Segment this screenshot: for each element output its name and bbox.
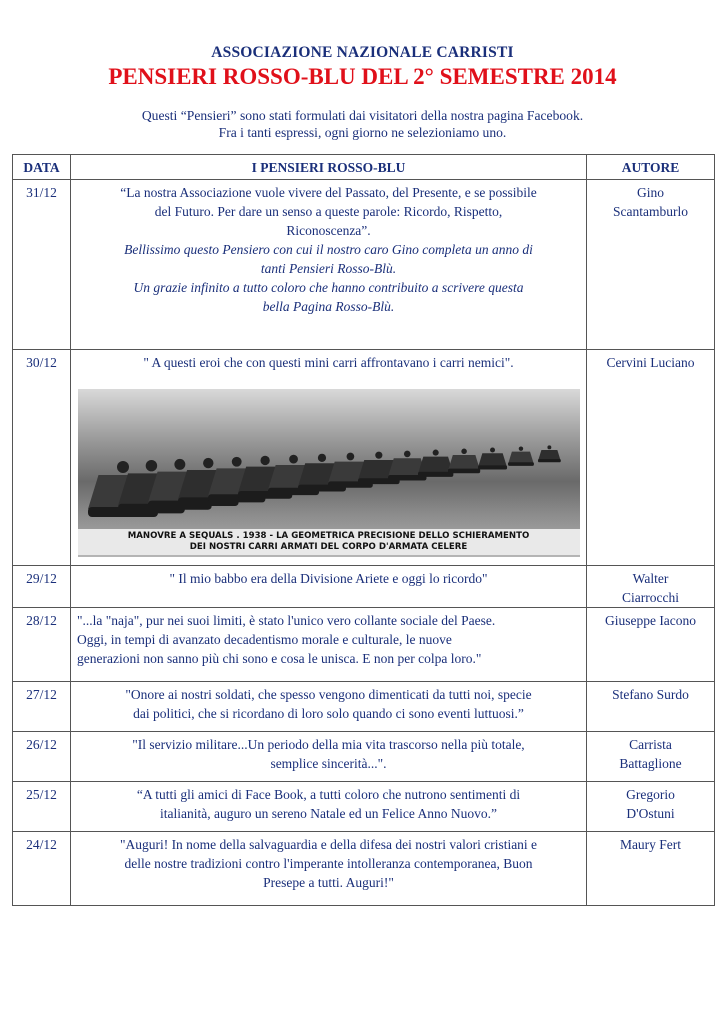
author-line: Gregorio [626,787,675,802]
soldier-head [547,445,551,449]
row-thought [71,832,587,906]
row-date: 25/12 [13,782,71,832]
thought-line: “A tutti gli amici di Face Book, a tutti coloro che nutrono sentimenti di [136,787,521,802]
soldier-head [490,447,495,452]
row-date: 24/12 [13,832,71,906]
tank-track [538,459,561,462]
thought-line: "Onore ai nostri soldati, che spesso vengono dimenticati da tutti noi, specie [125,687,532,702]
soldier-head [260,456,269,465]
thought-line: bella Pagina Rosso-Blù. [262,299,395,314]
row-thought [71,782,587,832]
tank-track [418,472,453,477]
tank-photo [78,389,580,557]
row-thought [71,350,587,566]
thought-line: semplice sincerità...". [270,756,387,771]
thought-line: tanti Pensieri Rosso-Blù. [260,261,397,276]
row-author [587,180,715,350]
thought-line: "Auguri! In nome della salvaguardia e della difesa dei nostri valori cristiani e [119,837,538,852]
row-author [587,350,715,566]
author-line: Walter [632,571,669,586]
row-author [587,566,715,608]
author-line: Ciarrocchi [622,590,679,605]
author-line: Giuseppe Iacono [604,613,697,628]
author-line: Battaglione [619,756,682,771]
author-line: D'Ostuni [626,806,675,821]
organization-name: ASSOCIAZIONE NAZIONALE CARRISTI [211,44,514,61]
row-author [587,832,715,906]
thought-line: del Futuro. Per dare un senso a queste parole: Ricordo, Rispetto, [154,204,503,219]
row-date: 28/12 [13,608,71,682]
row-date: 27/12 [13,682,71,732]
soldier-head [432,450,438,456]
table-row [13,682,715,732]
thought-line: italianità, auguro un sereno Natale ed un Felice Anno Nuovo.” [159,806,498,821]
author-line: Scantamburlo [613,204,688,219]
soldier-head [231,457,241,467]
author-line: Cervini Luciano [606,355,695,370]
table-row [13,608,715,682]
row-author [587,782,715,832]
author-line: Carrista [629,737,672,752]
row-thought [71,608,587,682]
table-row [13,350,715,566]
thought-line: “La nostra Associazione vuole vivere del Passato, del Presente, e se possibile [120,185,537,200]
thought-line: " A questi eroi che con questi mini carri affrontavano i carri nemici". [143,355,514,370]
row-author [587,608,715,682]
row-date: 26/12 [13,732,71,782]
thought-line: "Il servizio militare...Un periodo della mia vita trascorso nella più totale, [132,737,525,752]
soldier-head [174,459,185,470]
row-date: 31/12 [13,180,71,350]
author-line: Stefano Surdo [612,687,689,702]
intro-line: Questi “Pensieri” sono stati formulati dai visitatori della nostra pagina Facebook. [141,108,584,123]
photo-caption [78,529,580,555]
thought-line: Presepe a tutti. Auguri!" [263,875,394,890]
intro-text [0,107,725,141]
table-row [13,566,715,608]
tank-track [508,462,534,466]
thought-line: delle nostre tradizioni contro l'imperante intolleranza contemporanea, Buon [124,856,533,871]
thought-line: Un grazie infinito a tutto coloro che hanno contribuito a scrivere questa [133,280,524,295]
tank-shape [478,453,507,467]
tank-track [448,469,480,474]
author-line: Gino [637,185,664,200]
row-thought [71,566,587,608]
header-author: AUTORE [587,155,715,180]
soldier-head [461,449,467,455]
soldier-head [203,458,213,468]
thought-line: Riconoscenza”. [286,223,371,238]
soldier-head [375,452,382,459]
table-row [13,180,715,350]
page-title: PENSIERI ROSSO-BLU DEL 2° SEMESTRE 2014 [108,64,617,89]
thought-line: dai politici, che si ricordano di loro solo quando ci sono eventi luttuosi.” [133,706,524,721]
row-date: 30/12 [13,350,71,566]
soldier-head [117,461,129,473]
table-header-row [13,155,715,180]
row-author [587,732,715,782]
thought-line: "...la "naja", pur nei suoi limiti, è stato l'unico vero collante sociale del Paese. [77,613,496,628]
soldier-head [403,451,410,458]
row-thought [71,682,587,732]
soldier-head [289,455,298,464]
thought-line: Bellissimo questo Pensiero con cui il nostro caro Gino completa un anno di [124,242,533,257]
header-date: DATA [13,155,71,180]
intro-line: Fra i tanti espressi, ogni giorno ne selezioniamo uno. [218,125,507,140]
row-thought [71,732,587,782]
soldier-head [346,453,354,461]
row-author [587,682,715,732]
caption-line: MANOVRE A SEQUALS . 1938 - LA GEOMETRICA PRECISIONE DELLO SCHIERAMENTO [127,531,530,541]
table-row [13,782,715,832]
soldier-head [317,454,325,462]
soldier-head [145,460,156,471]
tank-track [478,465,507,469]
tank-shape [448,455,480,471]
author-line: Maury Fert [619,837,682,852]
table-row [13,832,715,906]
header-thought: I PENSIERI ROSSO-BLU [71,155,587,180]
thought-line: generazioni non sanno più chi sono e cosa le unisca. E non per colpa loro." [77,651,482,666]
soldier-head [518,446,522,450]
row-date: 29/12 [13,566,71,608]
caption-line: DEI NOSTRI CARRI ARMATI DEL CORPO D'ARMATA CELERE [189,542,468,552]
thought-line: " Il mio babbo era della Divisione Ariete e oggi lo ricordo" [169,571,488,586]
thought-line: Oggi, in tempi di avanzato decadentismo morale e culturale, le nuove [77,632,452,647]
thoughts-table [12,154,715,906]
table-row [13,732,715,782]
row-thought [71,180,587,350]
